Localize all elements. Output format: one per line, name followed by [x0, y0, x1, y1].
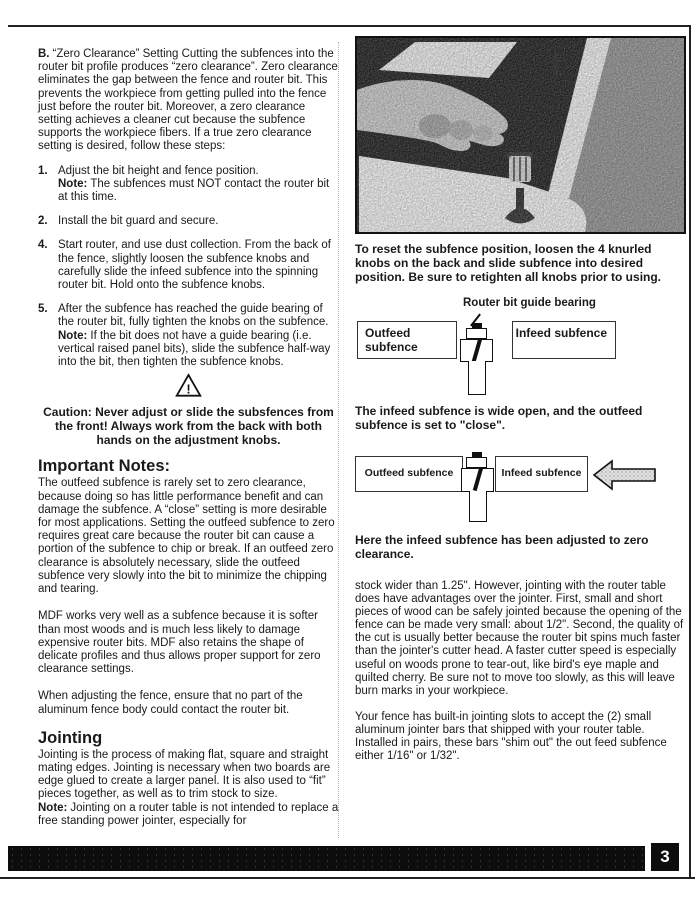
warning-glyph: !	[186, 381, 191, 397]
step-text: Install the bit guard and secure.	[58, 215, 219, 228]
step-text: After the subfence has reached the guide bearing of the router bit, fully tighten the knobs on the subfence.	[58, 303, 329, 329]
step-item-5	[38, 303, 339, 369]
warning-icon	[175, 373, 202, 398]
step-number: 4.	[38, 239, 48, 252]
jointing-para: Jointing is the process of making flat, square and straight mating edges. Jointing is necessary when two boards are edge glued to create a larger panel. It is also used to “fit” pieces together, as well as to trim stock to size.	[38, 748, 331, 801]
photo-grain-dark	[357, 38, 684, 232]
photo-subfence-adjustment	[355, 36, 686, 234]
left-column	[38, 48, 339, 828]
guide-bearing	[466, 328, 487, 339]
intro-text: “Zero Clearance” Setting Cutting the subfences into the router bit profile produces “zero clearance”. Zero clearance eliminates the gap between the fence and router bit. This prevents the workpiece from getting pulled into the fence just before the router bit. Moreover, a zero clearance setting achieves a cleaner cut because the subfence supports the workpiece fibers. If a true zero clearance setting is desired, follow these steps:	[38, 48, 338, 153]
step-note	[58, 330, 339, 370]
right-column	[355, 36, 686, 763]
router-bit-shaft	[469, 491, 487, 522]
step-text: Start router, and use dust collection. From the back of the fence, slightly loosen the subfence knobs and carefully slide the infeed subfence into the spinning router bit. Hold onto the subfence knobs.	[58, 239, 331, 292]
router-bit	[461, 468, 494, 492]
step-note	[58, 178, 339, 204]
important-notes-para-2: MDF works very well as a subfence because it is softer than most woods and is much less likely to damage expensive router bits. MDF also retains the shape of delicate profiles and thus allows proper support for zero clearance settings.	[38, 610, 321, 676]
jointing-note	[38, 802, 339, 828]
step-number: 2.	[38, 215, 48, 228]
intro-paragraph	[38, 48, 339, 154]
guide-bearing	[466, 457, 487, 468]
page-border-right	[689, 25, 691, 878]
step-item-1	[38, 165, 339, 205]
note-label: Note:	[38, 801, 68, 814]
heading-important-notes: Important Notes:	[38, 457, 170, 476]
router-bit-cutter	[473, 467, 483, 491]
note-label: Note:	[58, 329, 88, 342]
bearing-label: Router bit guide bearing	[463, 297, 596, 309]
step-number: 5.	[38, 303, 48, 316]
page-border-top	[8, 25, 691, 27]
note-label: Note:	[58, 177, 88, 190]
important-notes-para-1: The outfeed subfence is rarely set to zero clearance, because doing so has little performance benefit and can damage the subfence. A “close” setting is more desirable for most applications. Setting the outfeed subfence to zero requires great care because the router bit can cause a portion of the subfence to chip or break. If an outfeed zero clearance is absolutely necessary, slide the outfeed subfence very slowly into the bit to minimize the chipping and tearing.	[38, 477, 335, 596]
photo-caption: To reset the subfence position, loosen the 4 knurled knobs on the back and slide subfence into desired position. Be sure to retighten all knobs prior to using.	[355, 242, 662, 284]
note-text: The subfences must NOT contact the router bit at this time.	[58, 177, 330, 204]
router-bit-shaft	[468, 361, 486, 395]
page-border-bottom	[0, 877, 695, 879]
step-number: 1.	[38, 164, 48, 177]
page-number-badge: 3	[651, 843, 679, 871]
step-item-2	[38, 215, 339, 228]
jointing-continued-para: stock wider than 1.25". However, jointing with the router table does have advantages over the jointer. First, small and short pieces of wood can be safely jointed because the opening of the fence can be made very small: about 1/2". Second, the quality of the cut is usually better because the router bit spins much faster than the jointer's cutter head. A faster cutter speed is especially useful on woods prone to tear-out, like bird's eye maple and quilted cherry. Be sure not to move too slowly, as this will leave burn marks in your workpiece.	[355, 580, 684, 697]
router-bit	[460, 339, 493, 362]
diagram-zero-clearance	[355, 448, 686, 528]
diagram2-caption: Here the infeed subfence has been adjusted to zero clearance.	[355, 533, 649, 561]
note-text: Jointing on a router table is not intended to replace a free standing power jointer, especially for	[38, 801, 339, 827]
diagram1-caption: The infeed subfence is wide open, and the outfeed subfence is set to "close".	[355, 404, 643, 432]
note-text: If the bit does not have a guide bearing (i.e. vertical raised panel bits), slide the subfence half-way into the bit, then tighten the subfence knobs.	[58, 329, 331, 369]
outfeed-subfence-box: Outfeed subfence	[357, 321, 457, 359]
footer-bar	[8, 846, 645, 871]
important-notes-para-3: When adjusting the fence, ensure that no part of the aluminum fence body could contact the router bit.	[38, 690, 303, 716]
intro-label: B.	[38, 48, 50, 60]
step-item-4	[38, 239, 339, 292]
caution-text: Caution: Never adjust or slide the subsfences from the front! Always work from the back with both hands on the adjustment knobs.	[43, 405, 334, 448]
infeed-subfence-box: Infeed subfence	[512, 321, 616, 359]
photo-illustration	[357, 38, 684, 232]
infeed-subfence-box: Infeed subfence	[495, 456, 588, 492]
heading-jointing: Jointing	[38, 728, 103, 747]
jointer-bars-para: Your fence has built-in jointing slots to accept the (2) small aluminum jointer bars that shipped with your router table. Installed in pairs, these bars "shim out" the out feed subfence either 1/16" or 1/32".	[355, 710, 667, 763]
diagram-subfence-close	[355, 297, 686, 399]
feed-direction-arrow-icon	[593, 459, 657, 491]
step-text: Adjust the bit height and fence position.	[58, 164, 259, 177]
router-bit-cutter	[472, 338, 482, 362]
outfeed-subfence-box: Outfeed subfence	[355, 456, 463, 492]
